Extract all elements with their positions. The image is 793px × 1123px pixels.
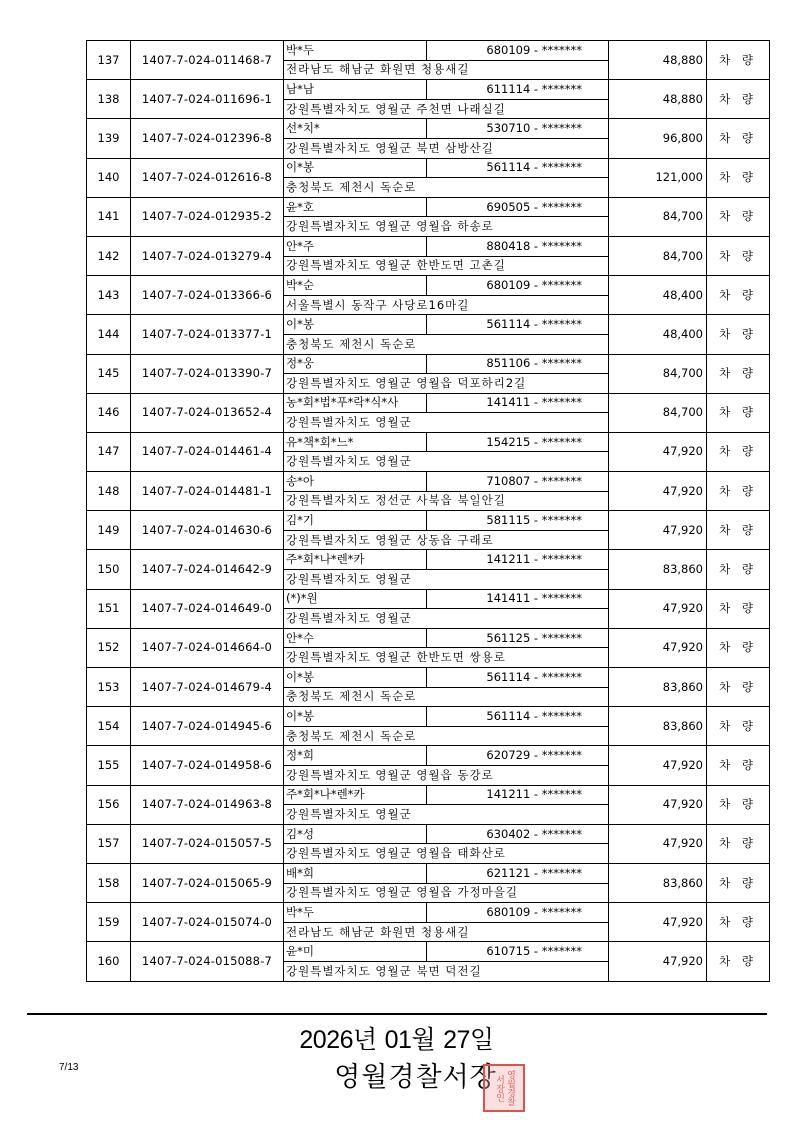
amount: 83,860 [609,550,707,589]
amount: 84,700 [609,236,707,275]
record-id: 1407-7-024-014945-6 [131,707,284,746]
owner-address: 강원특별자치도 영월군 상동읍 구래로 [284,530,609,550]
owner-address: 강원특별자치도 영월군 주천면 나래실길 [284,99,609,119]
item-type: 차 량 [707,589,770,628]
row-number: 157 [87,824,131,863]
resident-number: 530710 - ******* [427,119,609,139]
owner-address: 전라남도 해남군 화원면 청용새길 [284,922,609,942]
amount: 84,700 [609,197,707,236]
amount: 83,860 [609,668,707,707]
amount: 84,700 [609,393,707,432]
row-number: 156 [87,785,131,824]
resident-number: 680109 - ******* [427,903,609,923]
item-type: 차 량 [707,668,770,707]
table-row [87,942,770,962]
page-number: 7/13 [59,1062,79,1073]
owner-name: 이*봉 [284,315,427,335]
row-number: 139 [87,119,131,158]
item-type: 차 량 [707,863,770,902]
footer-divider [27,1013,767,1015]
table-row [87,393,770,413]
table-row [87,354,770,374]
amount: 48,400 [609,315,707,354]
row-number: 149 [87,511,131,550]
owner-name: 농*회*법*푸*락*식*사 [284,393,427,413]
item-type: 차 량 [707,197,770,236]
owner-address: 강원특별자치도 영월군 [284,452,609,472]
record-id: 1407-7-024-014958-6 [131,746,284,785]
resident-number: 621121 - ******* [427,863,609,883]
row-number: 146 [87,393,131,432]
table-row [87,824,770,844]
table-row [87,668,770,688]
table-row [87,432,770,452]
record-id: 1407-7-024-012935-2 [131,197,284,236]
table-row [87,863,770,883]
official-seal-icon: 영월경찰서장인 [483,1064,525,1112]
table-row [87,197,770,217]
owner-name: 윤*호 [284,197,427,217]
item-type: 차 량 [707,785,770,824]
item-type: 차 량 [707,393,770,432]
amount: 48,880 [609,41,707,80]
item-type: 차 량 [707,824,770,863]
row-number: 153 [87,668,131,707]
resident-number: 154215 - ******* [427,432,609,452]
item-type: 차 량 [707,315,770,354]
table-row [87,80,770,100]
owner-address: 강원특별자치도 영월군 영월읍 가정마을길 [284,883,609,903]
amount: 121,000 [609,158,707,197]
table-row [87,746,770,766]
resident-number: 561114 - ******* [427,707,609,727]
owner-address: 강원특별자치도 정선군 사북읍 북일안길 [284,491,609,511]
record-id: 1407-7-024-014664-0 [131,628,284,667]
resident-number: 561114 - ******* [427,315,609,335]
resident-number: 141411 - ******* [427,589,609,609]
row-number: 138 [87,80,131,119]
row-number: 152 [87,628,131,667]
item-type: 차 량 [707,41,770,80]
row-number: 159 [87,903,131,942]
table-row [87,903,770,923]
owner-name: 주*회*나*렌*카 [284,550,427,570]
amount: 47,920 [609,942,707,981]
owner-address: 충청북도 제천시 독순로 [284,178,609,198]
owner-name: 선*치* [284,119,427,139]
record-id: 1407-7-024-014630-6 [131,511,284,550]
record-id: 1407-7-024-013652-4 [131,393,284,432]
resident-number: 630402 - ******* [427,824,609,844]
amount: 47,920 [609,589,707,628]
owner-address: 충청북도 제천시 독순로 [284,687,609,707]
amount: 96,800 [609,119,707,158]
owner-address: 강원특별자치도 영월군 북면 덕전길 [284,961,609,981]
issuer-title: 영월경찰서장 [334,1062,497,1092]
row-number: 137 [87,41,131,80]
owner-address: 강원특별자치도 영월군 영월읍 동강로 [284,765,609,785]
owner-name: 이*봉 [284,707,427,727]
record-id: 1407-7-024-014679-4 [131,668,284,707]
owner-address: 강원특별자치도 영월군 영월읍 덕포하리2길 [284,374,609,394]
owner-name: 남*남 [284,80,427,100]
item-type: 차 량 [707,511,770,550]
owner-name: 박*두 [284,41,427,61]
owner-address: 강원특별자치도 영월군 영월읍 하송로 [284,217,609,237]
item-type: 차 량 [707,158,770,197]
item-type: 차 량 [707,236,770,275]
amount: 47,920 [609,511,707,550]
amount: 48,880 [609,80,707,119]
table-row [87,550,770,570]
owner-name: 윤*미 [284,942,427,962]
resident-number: 561125 - ******* [427,628,609,648]
record-id: 1407-7-024-012616-8 [131,158,284,197]
table-row [87,628,770,648]
table-row [87,236,770,256]
owner-name: 유*책*회*느* [284,432,427,452]
record-id: 1407-7-024-015057-5 [131,824,284,863]
item-type: 차 량 [707,354,770,393]
table-row [87,276,770,296]
resident-number: 680109 - ******* [427,276,609,296]
resident-number: 561114 - ******* [427,158,609,178]
table-row [87,315,770,335]
owner-name: 박*순 [284,276,427,296]
table-row [87,158,770,178]
owner-address: 강원특별자치도 영월군 북면 삼방산길 [284,138,609,158]
item-type: 차 량 [707,472,770,511]
row-number: 148 [87,472,131,511]
date-day: 27일 [443,1026,494,1054]
row-number: 142 [87,236,131,275]
row-number: 151 [87,589,131,628]
owner-name: 안*주 [284,236,427,256]
record-id: 1407-7-024-011696-1 [131,80,284,119]
owner-name: 김*성 [284,824,427,844]
item-type: 차 량 [707,550,770,589]
row-number: 140 [87,158,131,197]
amount: 83,860 [609,707,707,746]
record-id: 1407-7-024-012396-8 [131,119,284,158]
resident-number: 610715 - ******* [427,942,609,962]
owner-name: 배*희 [284,863,427,883]
resident-number: 141211 - ******* [427,550,609,570]
record-id: 1407-7-024-014642-9 [131,550,284,589]
resident-number: 710807 - ******* [427,472,609,492]
owner-name: (*)*원 [284,589,427,609]
amount: 47,920 [609,785,707,824]
amount: 47,920 [609,903,707,942]
row-number: 141 [87,197,131,236]
item-type: 차 량 [707,707,770,746]
owner-name: 송*아 [284,472,427,492]
resident-number: 581115 - ******* [427,511,609,531]
record-id: 1407-7-024-013390-7 [131,354,284,393]
owner-address: 충청북도 제천시 독순로 [284,334,609,354]
record-id: 1407-7-024-013366-6 [131,276,284,315]
table-row [87,119,770,139]
table-row [87,707,770,727]
resident-number: 690505 - ******* [427,197,609,217]
resident-number: 880418 - ******* [427,236,609,256]
table-row [87,785,770,805]
owner-name: 정*희 [284,746,427,766]
record-id: 1407-7-024-014481-1 [131,472,284,511]
row-number: 145 [87,354,131,393]
amount: 47,920 [609,472,707,511]
record-id: 1407-7-024-015065-9 [131,863,284,902]
resident-number: 141411 - ******* [427,393,609,413]
owner-address: 강원특별자치도 영월군 [284,570,609,590]
item-type: 차 량 [707,746,770,785]
owner-name: 이*봉 [284,158,427,178]
resident-number: 620729 - ******* [427,746,609,766]
table-row [87,511,770,531]
item-type: 차 량 [707,432,770,471]
item-type: 차 량 [707,119,770,158]
owner-address: 서울특별시 동작구 사당로16마길 [284,295,609,315]
resident-number: 680109 - ******* [427,41,609,61]
owner-address: 전라남도 해남군 화원면 청용새길 [284,60,609,80]
amount: 84,700 [609,354,707,393]
owner-address: 강원특별자치도 영월군 영월읍 태화산로 [284,844,609,864]
amount: 47,920 [609,432,707,471]
row-number: 158 [87,863,131,902]
item-type: 차 량 [707,903,770,942]
record-id: 1407-7-024-014461-4 [131,432,284,471]
row-number: 160 [87,942,131,981]
amount: 48,400 [609,276,707,315]
item-type: 차 량 [707,276,770,315]
item-type: 차 량 [707,80,770,119]
item-type: 차 량 [707,942,770,981]
resident-number: 611114 - ******* [427,80,609,100]
table-row [87,41,770,61]
owner-name: 김*기 [284,511,427,531]
record-id: 1407-7-024-014963-8 [131,785,284,824]
owner-name: 안*수 [284,628,427,648]
table-row [87,472,770,492]
record-id: 1407-7-024-013377-1 [131,315,284,354]
row-number: 147 [87,432,131,471]
notice-table [86,40,770,982]
record-id: 1407-7-024-015088-7 [131,942,284,981]
row-number: 155 [87,746,131,785]
amount: 47,920 [609,628,707,667]
item-type: 차 량 [707,628,770,667]
resident-number: 561114 - ******* [427,668,609,688]
resident-number: 851106 - ******* [427,354,609,374]
owner-name: 이*봉 [284,668,427,688]
amount: 83,860 [609,863,707,902]
record-id: 1407-7-024-011468-7 [131,41,284,80]
row-number: 154 [87,707,131,746]
row-number: 150 [87,550,131,589]
issue-date [0,1020,793,1056]
owner-address: 강원특별자치도 영월군 [284,413,609,433]
owner-name: 주*회*나*렌*카 [284,785,427,805]
resident-number: 141211 - ******* [427,785,609,805]
owner-address: 강원특별자치도 영월군 한반도면 고촌길 [284,256,609,276]
table-row [87,589,770,609]
amount: 47,920 [609,746,707,785]
owner-address: 강원특별자치도 영월군 [284,609,609,629]
record-id: 1407-7-024-014649-0 [131,589,284,628]
owner-address: 강원특별자치도 영월군 한반도면 쌍용로 [284,648,609,668]
row-number: 144 [87,315,131,354]
record-id: 1407-7-024-013279-4 [131,236,284,275]
amount: 47,920 [609,824,707,863]
owner-address: 강원특별자치도 영월군 [284,805,609,825]
owner-name: 박*두 [284,903,427,923]
record-id: 1407-7-024-015074-0 [131,903,284,942]
date-year: 2026년 [299,1026,377,1054]
owner-address: 충청북도 제천시 독순로 [284,726,609,746]
date-month: 01월 [384,1026,436,1054]
owner-name: 정*웅 [284,354,427,374]
row-number: 143 [87,276,131,315]
